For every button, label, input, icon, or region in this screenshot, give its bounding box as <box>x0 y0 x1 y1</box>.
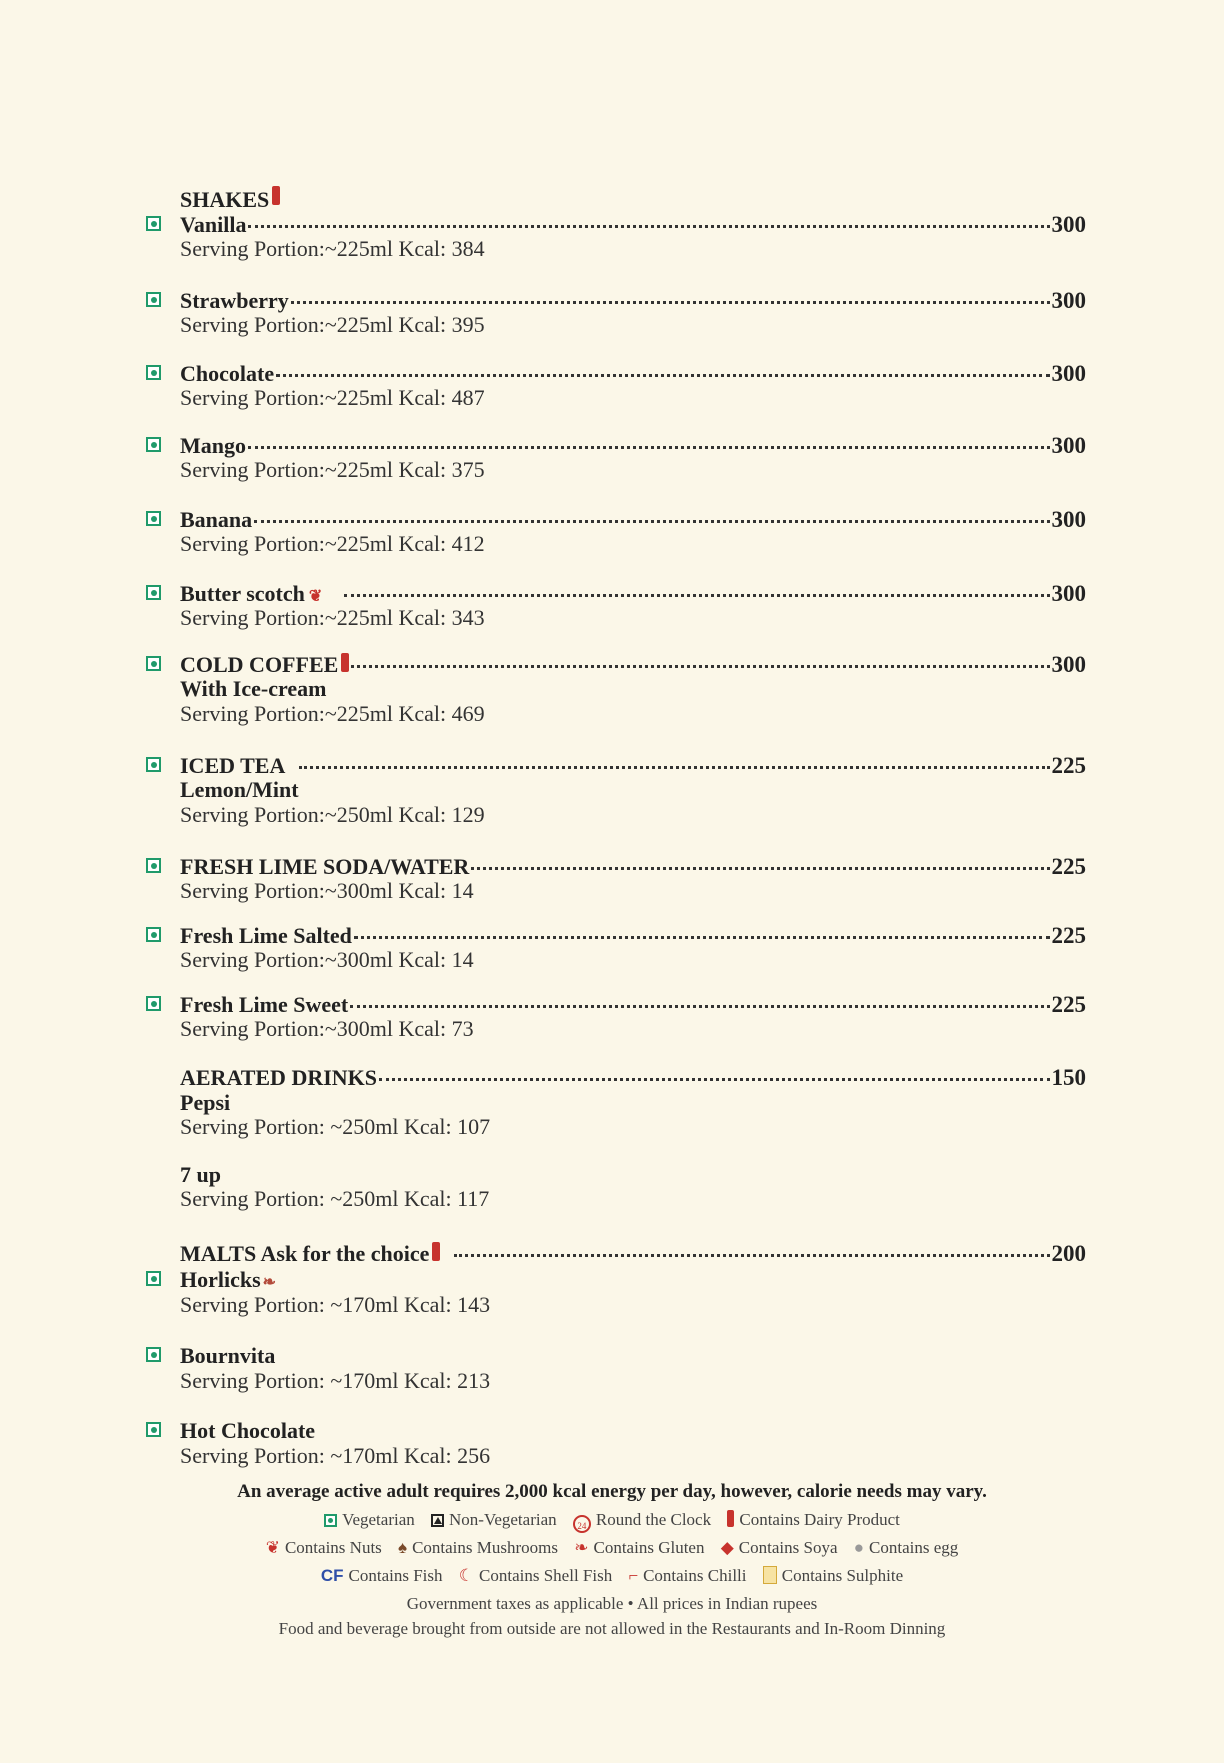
legend-sulphite: Contains Sulphite <box>781 1566 904 1585</box>
mushroom-icon: ♠ <box>398 1538 408 1557</box>
kcal-note: An average active adult requires 2,000 kcal energy per day, however, calorie needs may vary. <box>237 1481 987 1502</box>
item-price: 225 <box>1051 854 1086 879</box>
legend-row-2 <box>0 1538 1224 1558</box>
item-serving: Serving Portion:~225ml Kcal: 384 <box>180 236 485 261</box>
nuts-icon: ❦ <box>265 1538 280 1557</box>
veg-icon <box>146 927 161 942</box>
veg-icon <box>146 585 161 600</box>
item-serving: Serving Portion:~225ml Kcal: 487 <box>180 385 485 410</box>
item-serving: Serving Portion: ~170ml Kcal: 213 <box>180 1368 491 1393</box>
veg-icon <box>146 292 161 307</box>
item-price: 300 <box>1051 212 1086 237</box>
item-name: Horlicks <box>180 1267 261 1292</box>
outside-food-note: Food and beverage brought from outside are not allowed in the Restaurants and In-Room Dinning <box>278 1619 946 1638</box>
item-serving: Serving Portion: ~250ml Kcal: 117 <box>180 1186 490 1211</box>
nuts-icon: ❦ <box>308 588 323 605</box>
section-price: 150 <box>1051 1065 1086 1090</box>
item-price: 300 <box>1051 288 1086 313</box>
legend-dairy: Contains Dairy Product <box>739 1510 900 1529</box>
gluten-icon: ❧ <box>574 1538 589 1557</box>
item-price: 300 <box>1051 361 1086 386</box>
item-price: 300 <box>1051 581 1086 606</box>
leader-dots <box>351 665 1049 668</box>
legend-nuts: Contains Nuts <box>284 1538 382 1557</box>
item-name: 7 up <box>180 1162 221 1187</box>
item-name: Fresh Lime Salted <box>180 923 352 948</box>
item-serving: Serving Portion:~225ml Kcal: 343 <box>180 605 485 630</box>
veg-icon <box>146 216 161 231</box>
veg-icon <box>146 757 161 772</box>
item-name: Hot Chocolate <box>180 1418 316 1443</box>
item-name: Chocolate <box>180 361 275 386</box>
veg-icon <box>146 437 161 452</box>
item-name: Butter scotch <box>180 581 305 606</box>
item-serving: Serving Portion:~300ml Kcal: 14 <box>180 878 474 903</box>
item-serving: Serving Portion:~225ml Kcal: 375 <box>180 457 485 482</box>
item-serving: Serving Portion:~300ml Kcal: 14 <box>180 947 474 972</box>
item-serving: Serving Portion: ~250ml Kcal: 107 <box>180 1114 491 1139</box>
clock-24-icon: 24 <box>573 1515 591 1533</box>
veg-icon <box>146 1347 161 1362</box>
item-subtitle: With Ice-cream <box>180 676 327 701</box>
leader-dots <box>379 1078 1049 1081</box>
leader-dots <box>350 1005 1049 1008</box>
fish-icon: CF <box>320 1566 344 1585</box>
veg-icon <box>146 1422 161 1437</box>
item-name: Pepsi <box>180 1090 231 1115</box>
item-name: Strawberry <box>180 288 289 313</box>
leader-dots <box>248 446 1050 449</box>
item-name: FRESH LIME SODA/WATER <box>180 854 470 879</box>
legend-non-vegetarian: Non-Vegetarian <box>449 1510 557 1529</box>
item-price: 225 <box>1051 753 1086 778</box>
leader-dots <box>291 301 1050 304</box>
legend-egg: Contains egg <box>869 1538 959 1557</box>
item-name: Fresh Lime Sweet <box>180 992 349 1017</box>
legend-fish: Contains Fish <box>348 1566 443 1585</box>
item-serving: Serving Portion:~225ml Kcal: 469 <box>180 701 485 726</box>
item-serving: Serving Portion: ~170ml Kcal: 256 <box>180 1443 491 1468</box>
legend-mushrooms: Contains Mushrooms <box>412 1538 558 1557</box>
veg-icon <box>146 1271 161 1286</box>
item-name: Banana <box>180 507 253 532</box>
leader-dots <box>344 594 1049 597</box>
item-name: Mango <box>180 433 246 458</box>
legend-row-3 <box>0 1566 1224 1586</box>
section-title: MALTS Ask for the choice <box>180 1241 430 1266</box>
sulphite-icon <box>763 1566 777 1584</box>
leader-dots <box>454 1254 1049 1257</box>
dairy-icon <box>727 1510 734 1527</box>
section-title: AERATED DRINKS <box>180 1065 378 1090</box>
item-serving: Serving Portion:~225ml Kcal: 395 <box>180 312 485 337</box>
dairy-icon <box>432 1242 440 1261</box>
section-price: 200 <box>1051 1241 1086 1266</box>
item-name: COLD COFFEE <box>180 652 339 677</box>
chilli-icon: ⌐ <box>628 1566 639 1585</box>
item-name: Bournvita <box>180 1343 276 1368</box>
item-serving: Serving Portion:~300ml Kcal: 73 <box>180 1016 474 1041</box>
legend-row-1 <box>0 1510 1224 1533</box>
egg-icon: ● <box>853 1538 865 1557</box>
veg-icon <box>146 858 161 873</box>
legend-round-the-clock: Round the Clock <box>595 1510 712 1529</box>
item-name: Vanilla <box>180 212 247 237</box>
item-serving: Serving Portion: ~170ml Kcal: 143 <box>180 1292 491 1317</box>
section-title: SHAKES <box>180 187 270 212</box>
veg-icon <box>146 365 161 380</box>
legend-soya: Contains Soya <box>738 1538 838 1557</box>
dairy-icon <box>272 186 280 205</box>
taxes-note: Government taxes as applicable • All prices in Indian rupees <box>406 1594 818 1613</box>
soya-icon: ◆ <box>720 1538 734 1557</box>
item-price: 300 <box>1051 433 1086 458</box>
legend-gluten: Contains Gluten <box>593 1538 705 1557</box>
legend-vegetarian: Vegetarian <box>342 1510 415 1529</box>
leader-dots <box>276 374 1049 377</box>
item-name: ICED TEA <box>180 753 286 778</box>
item-serving: Serving Portion:~250ml Kcal: 129 <box>180 802 485 827</box>
leader-dots <box>471 867 1049 870</box>
item-price: 300 <box>1051 507 1086 532</box>
legend-shell-fish: Contains Shell Fish <box>479 1566 613 1585</box>
non-veg-icon <box>431 1514 444 1527</box>
section-heading-shakes <box>180 186 280 213</box>
legend-chilli: Contains Chilli <box>643 1566 747 1585</box>
gluten-icon: ❧ <box>262 1274 277 1291</box>
item-price: 300 <box>1051 652 1086 677</box>
veg-icon <box>146 996 161 1011</box>
veg-icon <box>146 511 161 526</box>
veg-icon <box>324 1514 337 1527</box>
leader-dots <box>354 936 1050 939</box>
item-price: 225 <box>1051 992 1086 1017</box>
shellfish-icon: ☾ <box>458 1566 475 1585</box>
veg-icon <box>146 656 161 671</box>
item-serving: Serving Portion:~225ml Kcal: 412 <box>180 531 485 556</box>
leader-dots <box>248 225 1049 228</box>
dairy-icon <box>341 653 349 672</box>
item-price: 225 <box>1051 923 1086 948</box>
item-subtitle: Lemon/Mint <box>180 777 299 802</box>
leader-dots <box>254 520 1049 523</box>
leader-dots <box>299 766 1049 769</box>
